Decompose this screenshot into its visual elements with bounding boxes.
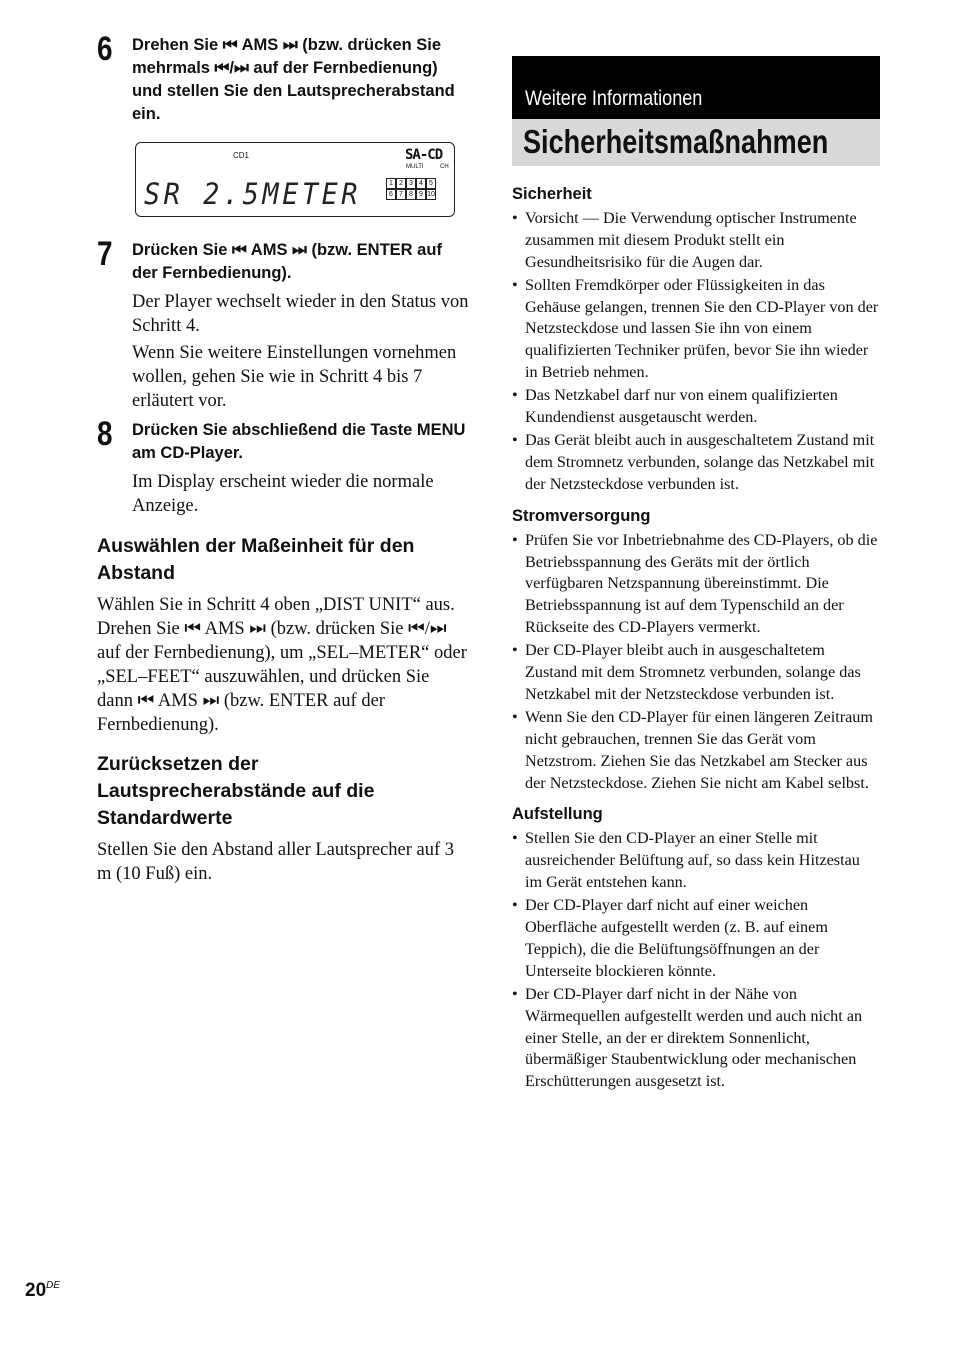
track-cell: 10 bbox=[427, 191, 435, 198]
track-cell: 3 bbox=[406, 178, 416, 189]
step-text: Wenn Sie weitere Einstellungen vornehmen wollen, gehen Sie wie in Schritt 4 bis 7 erläutert vor. bbox=[132, 343, 457, 411]
list-item: • Der CD-Player bleibt auch in ausgeschaltetem Zustand mit dem Stromnetz verbunden, solange das Netzkabel mit der Netzsteckdose verbunden ist. bbox=[512, 640, 880, 705]
section-text: Wählen Sie in Schritt 4 oben „DIST UNIT“ aus. Drehen Sie ⏮ AMS ⏭ (bzw. drücken Sie ⏮/⏭ auf der Fernbedienung), um „SEL–METER“ oder „SEL–FEET“ auszuwählen, und drücken Sie dann ⏮ AMS ⏭ (bzw. ENTER auf der Fernbedienung). bbox=[97, 595, 467, 735]
step-text: Der Player wechselt wieder in den Status von Schritt 4. bbox=[132, 292, 469, 336]
track-cell: 9 bbox=[416, 189, 426, 200]
track-cell: 2 bbox=[396, 178, 406, 189]
display-main-text: SR 2.5METER bbox=[144, 177, 362, 211]
section-units bbox=[97, 533, 469, 737]
group-placement bbox=[512, 804, 880, 1093]
step-instruction: Drehen Sie ⏮ AMS ⏭ (bzw. drücken Sie mehrmals ⏮/⏭ auf der Fernbedienung) und stellen Sie den Lautsprecherabstand ein. bbox=[132, 36, 455, 123]
step-8 bbox=[97, 415, 469, 518]
list-item: • Wenn Sie den CD-Player für einen längeren Zeitraum nicht gebrauchen, trennen Sie das Gerät vom Netzstrom. Ziehen Sie das Netzkabel am Stecker aus der Netzsteckdose. Ziehen Sie nicht am Kabel selbst. bbox=[512, 707, 880, 794]
display-illustration bbox=[135, 142, 455, 217]
display-cd-label: CD1 bbox=[233, 151, 250, 160]
section-label: Weitere Informationen bbox=[525, 87, 703, 110]
step-number: 6 bbox=[97, 30, 113, 68]
left-column bbox=[97, 30, 469, 886]
group-power bbox=[512, 506, 880, 795]
display-multi-label: MULTI bbox=[406, 164, 424, 170]
list-item: • Stellen Sie den CD-Player an einer Stelle mit ausreichender Belüftung auf, so dass kein Hitzestau im Gerät entstehen kann. bbox=[512, 828, 880, 893]
section-label-bar bbox=[512, 56, 880, 119]
list-item: • Der CD-Player darf nicht in der Nähe von Wärmequellen aufgestellt werden und auch nicht an einer Stelle, an der er direktem Sonnenlicht, übermäßiger Staubentwicklung oder mechanischen Erschütterungen ausgesetzt ist. bbox=[512, 984, 880, 1093]
step-number: 7 bbox=[97, 235, 113, 273]
list-item: • Das Gerät bleibt auch in ausgeschaltetem Zustand mit dem Stromnetz verbunden, solange das Netzkabel mit der Netzsteckdose verbunden ist. bbox=[512, 430, 880, 495]
section-heading: Zurücksetzen der Lautsprecherabstände auf die Standardwerte bbox=[97, 753, 375, 829]
list-item: • Sollten Fremdkörper oder Flüssigkeiten in das Gehäuse gelangen, trennen Sie den CD-Player von der Netzsteckdose und lassen Sie ihn von einem qualifizierten Techniker prüfen, bevor Sie ihn wieder in Betrieb nehmen. bbox=[512, 275, 880, 384]
display-ch-label: CH bbox=[440, 164, 449, 170]
track-cell: 1 bbox=[386, 178, 396, 189]
group-heading: Stromversorgung bbox=[512, 506, 651, 525]
display-track-grid bbox=[386, 178, 436, 200]
page-title: Sicherheitsmaßnahmen bbox=[523, 123, 829, 160]
list-item: • Der CD-Player darf nicht auf einer weichen Oberfläche aufgestellt werden (z. B. auf einem Teppich), die die Belüftungsöffnungen an der Unterseite blockieren könnte. bbox=[512, 895, 880, 982]
page-number bbox=[25, 1280, 60, 1302]
section-heading: Auswählen der Maßeinheit für den Abstand bbox=[97, 535, 415, 584]
step-text: Im Display erscheint wieder die normale Anzeige. bbox=[132, 472, 434, 516]
section-reset bbox=[97, 751, 469, 886]
list-item: • Prüfen Sie vor Inbetriebnahme des CD-Players, ob die Betriebsspannung des Geräts mit der örtlich verfügbaren Netzspannung übereinstimmt. Die Betriebsspannung ist auf dem Typenschild an der Rückseite des CD-Players vermerkt. bbox=[512, 530, 880, 639]
track-cell: 4 bbox=[416, 178, 426, 189]
track-cell: 5 bbox=[426, 178, 436, 189]
group-safety bbox=[512, 184, 880, 496]
group-heading: Aufstellung bbox=[512, 805, 603, 824]
step-7 bbox=[97, 235, 469, 413]
page-title-bar bbox=[512, 119, 880, 166]
track-cell: 6 bbox=[386, 189, 396, 200]
step-instruction: Drücken Sie abschließend die Taste MENU am CD-Player. bbox=[132, 421, 466, 462]
track-cell: 8 bbox=[406, 189, 416, 200]
list-item: • Vorsicht — Die Verwendung optischer Instrumente zusammen mit diesem Produkt stellt ein Gesundheitsrisiko für die Augen dar. bbox=[512, 208, 880, 273]
page-number-value: 20 bbox=[25, 1280, 47, 1301]
list-item: • Das Netzkabel darf nur von einem qualifizierten Kundendienst ausgetauscht werden. bbox=[512, 385, 880, 429]
section-text: Stellen Sie den Abstand aller Lautsprecher auf 3 m (10 Fuß) ein. bbox=[97, 840, 455, 884]
right-column bbox=[512, 56, 880, 1094]
display-sacd-label: SA-CD bbox=[405, 147, 443, 163]
step-instruction: Drücken Sie ⏮ AMS ⏭ (bzw. ENTER auf der Fernbedienung). bbox=[132, 241, 442, 282]
page-locale: DE bbox=[46, 1280, 61, 1291]
step-number: 8 bbox=[97, 415, 113, 453]
step-6 bbox=[97, 30, 469, 217]
group-heading: Sicherheit bbox=[512, 185, 592, 203]
track-cell: 7 bbox=[396, 189, 406, 200]
